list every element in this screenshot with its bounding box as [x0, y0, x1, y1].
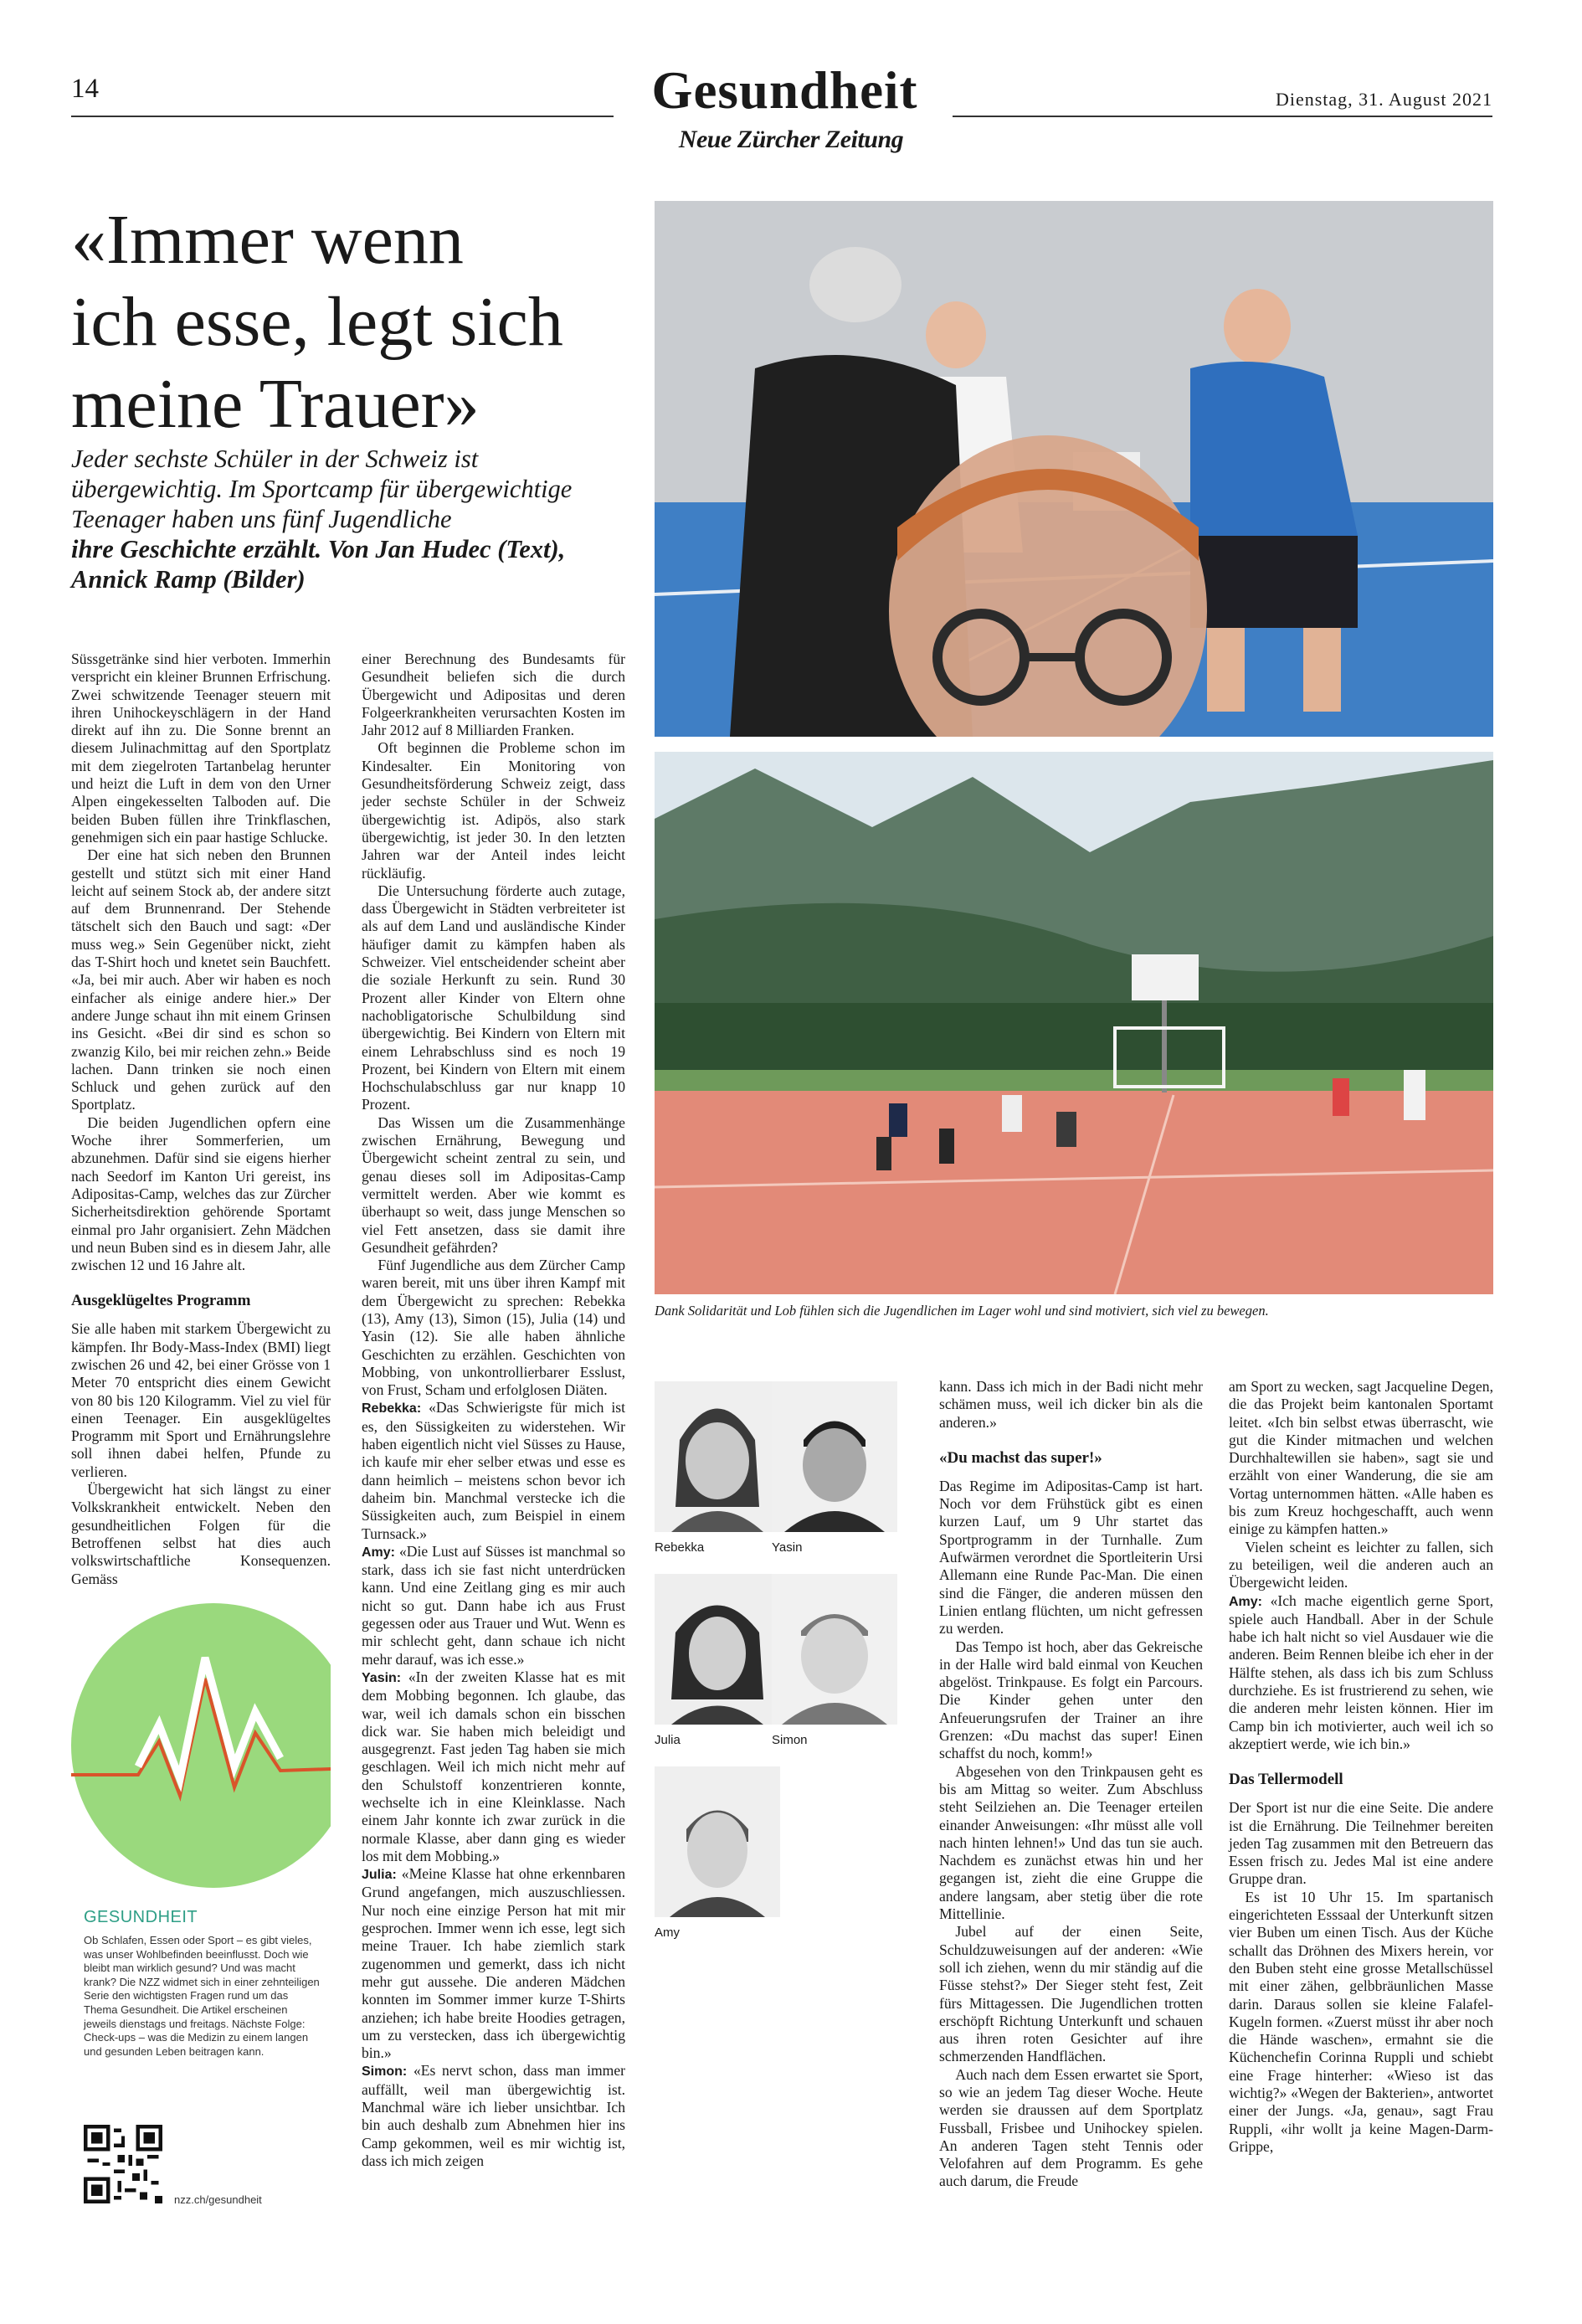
gym-scene [655, 201, 1493, 737]
portrait-simon [772, 1574, 897, 1725]
article-column-4 [939, 1378, 1203, 2191]
paragraph: Der eine hat sich neben den Brunnen gestellt und stützt sich mit einer Hand leicht auf seinem Stock ab, der andere sitzt auf dem Brunnenrand. Der Stehende tätschelt sich den Bauch und sagt: «Der muss weg.» Sein Gegenüber nickt, zieht das T-Shirt hoch und knetet sein Bauchfett. «Ja, bei mir auch. Aber wir haben es noch einfacher als einige andere hier.» Der andere Junge schaut ihn mit einem Grinsen ins Gesicht. «Bei dir sind es schon so zwanzig Kilo, bei mir reichen zehn.» Beide lachen. Dann trinken sie noch einen Schluck und gehen zurück auf den Sportplatz. [71, 846, 331, 1113]
paragraph: Jubel auf der einen Seite, Schuldzuweisungen auf der anderen: «Wie soll ich ziehen, wenn du mir ständig auf die Füsse stehst?» Der Sieger steht fest, Zeit fürs Mittagessen. Die Jugendlichen trotten erschöpft Richtung Unterkunft und schauen aus ihren roten Gesichter auf ihre schmerzenden Handflächen. [939, 1923, 1203, 2065]
quote-amy [1229, 1592, 1493, 1754]
article-column-5 [1229, 1378, 1493, 2156]
paragraph: Das Wissen um die Zusammenhänge zwischen Ernährung, Bewegung und Übergewicht scheint zentral zu sein, und genau dieses soll im Adipositas-Camp vermittelt werden. Aber wie kommt es überhaupt so weit, dass junge Menschen so viel Fett ansetzen, dass sie damit ihre Gesundheit gefährden? [362, 1113, 625, 1256]
speaker-label: Amy: [1229, 1594, 1263, 1609]
headline-line-3: meine Trauer» [71, 365, 480, 443]
paragraph: Süssgetränke sind hier verboten. Immerhin verspricht ein kleiner Brunnen Erfrischung. Zwei schwitzende Teenager steuern mit ihren Unihockeyschlägern in der Hand direkt auf ihn zu. Die Sonne brennt an diesem Julinachmittag auf den Sportplatz mit dem ziegelroten Tartanbelag herunter und heizt die Luft in dem von den Urner Alpen eingekesselten Talboden auf. Die beiden Buben füllen ihre Trinkflaschen, genehmigen sich ein paar hastige Schlucke. [71, 650, 331, 846]
quote-text: «Es nervt schon, dass man immer auffällt, weil man übergewichtig ist. Manchmal wäre ich lieber unsichtbar. Ich bin auch deshalb zum Abnehmen hier ins Camp gekommen, weil es mir wichtig ist, dass ich mich zeigen [362, 2062, 625, 2169]
quote-text: «Meine Klasse hat ohne erkennbaren Grund angefangen, mich auszuschliessen. Nur noch eine einzige Person hat mit mir gesprochen. Immer wenn ich esse, legt sich meine Trauer. Ich habe ziemlich stark zugenommen und gemerkt, dass ich nicht mehr gut aussehe. Die anderen Mädchen konnten im Sommer immer kurze T-Shirts anziehen; ich habe breite Hoodies getragen, um zu verstecken, dass ich übergewichtig bin.» [362, 1865, 625, 2062]
paragraph: einer Berechnung des Bundesamts für Gesundheit beliefen sich die durch Übergewicht und Adipositas und deren Folgeerkrankheiten verursachten Kosten im Jahr 2012 auf 8 Milliarden Franken. [362, 650, 625, 739]
sportplatz-scene [655, 752, 1493, 1294]
newspaper-logo: Neue Zürcher Zeitung [678, 126, 904, 153]
quote-text: «Das Schwierigste für mich ist es, den Süssigkeiten zu widerstehen. Wir haben eigentlich nicht viel Süsses zu Hause, ich kaufe mir eher selber etwas und esse es dann heimlich – meistens schon bevor ich daheim bin. Manchmal verstecke ich die Süssigkeiten auch, zum Beispiel in einem Turnsack.» [362, 1399, 625, 1542]
speaker-label: Julia: [362, 1868, 397, 1883]
lead-text [71, 444, 649, 594]
quote-rebekka [362, 1399, 625, 1542]
portrait-label-yasin: Yasin [772, 1540, 803, 1555]
photo-sportplatz [655, 752, 1493, 1294]
lead-line-5: Annick Ramp (Bilder) [71, 565, 306, 594]
quote-yasin [362, 1668, 625, 1865]
subheading: Ausgeklügeltes Programm [71, 1292, 251, 1310]
paragraph: Das Regime im Adipositas-Camp ist hart. Noch vor dem Frühstück gibt es einen kurzen Lauf, um 9 Uhr startet das Sportprogramm in der Turnhalle. Zum Aufwärmen verordnet die Sportleiterin Ursi Allemann eine Runde Pac-Man. Die einen sind die Fänger, die anderen müssen den Linien entlang flüchten, um nicht gefressen zu werden. [939, 1477, 1203, 1638]
paragraph: kann. Dass ich mich in der Badi nicht mehr schämen muss, weil ich dicker bin als die anderen.» [939, 1378, 1203, 1431]
paragraph: am Sport zu wecken, sagt Jacqueline Degen, die das Projekt beim kantonalen Sportamt leitet. «Ich bin selbst etwas überrascht, wie gut die Kinder mitmachen und welchen Durchhaltewillen sie haben», sagt sie und erzählt von einer Wanderung, die sie am Vortag unternommen hätten. «Alle haben es bis zum Kreuz hochgeschafft, auch wenn einige zu kämpfen hatten.» [1229, 1378, 1493, 1538]
quote-text: «Ich mache eigentlich gerne Sport, spiele auch Handball. Aber in der Schule habe ich halt nicht so viel Ausdauer wie die anderen. Beim Rennen bleibe ich eher in der Hälfte stehen, als dass ich bis zum Schluss durchziehe. Es ist frustrierend zu sehen, wie die anderen mehr leisten können. Hier im Camp bin ich motivierter, auch weil ich so akzeptiert werde, wie ich bin.» [1229, 1591, 1493, 1752]
heartbeat-icon [71, 1553, 331, 1905]
paragraph: Sie alle haben mit starkem Übergewicht zu kämpfen. Ihr Body-Mass-Index (BMI) liegt zwischen 26 und 42, bei einer Grösse von 1 Meter 70 entspricht dies einem Gewicht von 80 bis 120 Kilogramm. Viel zu viel für einen Teenager. Ein ausgeklügeltes Programm mit Sport und Ernährungslehre soll ihnen dabei helfen, Pfunde zu verlieren. [71, 1320, 331, 1480]
lead-line-2: übergewichtig. Im Sportcamp für übergewichtige [71, 475, 573, 503]
series-graphic [71, 1553, 331, 1905]
series-text: Ob Schlafen, Essen oder Sport – es gibt vieles, was unser Wohlbefinden beeinflusst. Doch wie bleibt man wirklich gesund? Und was macht krank? Die NZZ widmet sich in einer zehnteiligen Serie den wichtigsten Fragen rund um das Thema Gesundheit. Die Artikel erscheinen jeweils dienstags und freitags. Nächste Folge: Check-ups – was die Medizin zu einem langen und gesunden Leben beitragen kann. [84, 1934, 320, 2058]
lead-line-4: ihre Geschichte erzählt. Von Jan Hudec (Text), [71, 535, 566, 563]
paragraph: Oft beginnen die Probleme schon im Kindesalter. Ein Monitoring von Gesundheitsförderung Schweiz zeigt, dass jeder sechste Schüler in der Schweiz übergewichtig ist. Adipös, also stark übergewichtig, ist jeder 30. In den letzten Jahren war der Anteil indes leicht rückläufig. [362, 739, 625, 882]
paragraph: Vielen scheint es leichter zu fallen, sich zu beteiligen, weil die anderen auch an Übergewicht leiden. [1229, 1538, 1493, 1591]
headline [71, 199, 649, 445]
paragraph: Übergewicht hat sich längst zu einer Volkskrankheit entwickelt. Neben den gesundheitlichen Folgen für die Betroffenen selbst hat dies auch volkswirtschaftliche Konsequenzen. Gemäss [71, 1481, 331, 1587]
series-title: GESUNDHEIT [84, 1908, 198, 1926]
paragraph: Die Untersuchung förderte auch zutage, dass Übergewicht in Städten verbreiteter ist als auf dem Land und ausländische Kinder häufiger damit zu kämpfen haben als Schweizer. Viel entscheidender scheint aber die soziale Herkunft zu sein. Rund 30 Prozent aller Kinder von Eltern ohne nachobligatorische Schulbildung sind übergewichtig. Bei Kindern von Eltern mit einem Lehrabschluss sind es noch 19 Prozent, bei Kindern von Eltern mit einem Hochschulabschluss gar nur knapp 10 Prozent. [362, 882, 625, 1113]
lead-line-3: Teenager haben uns fünf Jugendliche [71, 505, 452, 533]
paragraph: Fünf Jugendliche aus dem Zürcher Camp waren bereit, mit uns über ihren Kampf mit dem Übergewicht zu sprechen: Rebekka (13), Amy (13), Simon (15), Julia (14) und Yasin (12). Sie alle haben ähnliche Geschichten zu erzählen. Geschichten von Mobbing, von unkontrollierbarer Esslust, von Frust, Scham und erfolglosen Diäten. [362, 1257, 625, 1399]
quote-simon [362, 2062, 625, 2170]
portrait-photo [655, 1381, 780, 1532]
headline-line-1: «Immer wenn [71, 201, 464, 279]
paragraph: Das Tempo ist hoch, aber das Gekreische in der Halle wird bald einmal von Keuchen abgelöst. Trinkpause. Es folgt ein Parcours. Die Kinder gehen unter den Anfeuerungsrufen der Trainer an ihre Grenzen: «Du machst das super! Einen schaffst du noch, komm!» [939, 1638, 1203, 1762]
portrait-photo [772, 1574, 897, 1725]
quote-julia [362, 1865, 625, 2062]
quote-amy [362, 1543, 625, 1668]
paragraph: Es ist 10 Uhr 15. Im spartanisch eingerichteten Esssaal der Unterkunft sitzen vier Buben um einen Tisch. Aus der Küche schallt das Dröhnen des Mixers herein, vor den Buben steht eine grosse Metallschüssel mit einer zähen, gelbbräunlichen Masse darin. Daraus sollen sie kleine Falafel-Kugeln formen. «Zuerst müsst ihr aber noch die Hände waschen», ermahnt sie die Küchenchefin Corinna Ruppli und schiebt eine Frage hinterher: «Wieso ist das wichtig?» «Wegen der Bakterien», antwortet einer der Jungs. «Ja, genau», sagt Frau Ruppli, «ihr wollt ja keine Magen-Darm-Grippe, [1229, 1888, 1493, 2155]
portrait-label-rebekka: Rebekka [655, 1540, 705, 1555]
header-rule-right [953, 116, 1492, 117]
subheading: Das Tellermodell [1229, 1771, 1343, 1789]
portrait-rebekka [655, 1381, 780, 1532]
article-column-1 [71, 650, 331, 1588]
portrait-julia [655, 1574, 780, 1725]
page-number: 14 [71, 74, 99, 104]
portrait-amy [655, 1766, 780, 1917]
lead-line-1: Jeder sechste Schüler in der Schweiz ist [71, 445, 479, 473]
paragraph: Auch nach dem Essen erwartet sie Sport, so wie an jedem Tag dieser Woche. Heute werden sie draussen auf dem Sportplatz Fussball, Frisbee und Unihockey spielen. An anderen Tagen steht Tennis oder Velofahren auf dem Programm. Es gehe auch darum, die Freude [939, 2065, 1203, 2190]
subheading: «Du machst das super!» [939, 1448, 1102, 1467]
qr-code-icon [84, 2125, 162, 2203]
photo-caption: Dank Solidarität und Lob fühlen sich die Jugendlichen im Lager wohl und sind motiviert, sich viel zu bewegen. [655, 1303, 1269, 1319]
paragraph: Die beiden Jugendlichen opfern eine Woche ihrer Sommerferien, um abzunehmen. Dafür sind sie eigens hierher nach Seedorf im Kanton Uri gereist, ins Adipositas-Camp, welches das zur Zürcher Sicherheitsdirektion gehörende Sportamt einmal pro Jahr organisiert. Zehn Mädchen und neun Buben sind es in diesem Jahr, alle zwischen 12 und 16 Jahre alt. [71, 1113, 331, 1274]
headline-line-2: ich esse, legt sich [71, 283, 563, 361]
portrait-photo [772, 1381, 897, 1532]
paragraph: Abgesehen von den Trinkpausen geht es bis am Mittag so weiter. Zum Abschluss steht Seilziehen an. Die Teenager erteilen einander Anweisungen: «Ihr müsst alle voll nach hinten lehnen!» Und das tun sie auch. Nachdem es zunächst etwas hin und her gegangen ist, zieht die eine Gruppe die andere langsam, aber stetig über die rote Mittellinie. [939, 1762, 1203, 1923]
portrait-label-julia: Julia [655, 1733, 681, 1747]
section-title: Gesundheit [651, 61, 918, 120]
portrait-label-simon: Simon [772, 1733, 808, 1747]
quote-text: «In der zweiten Klasse hat es mit dem Mobbing begonnen. Ich glaube, das war, weil ich damals schon ein bisschen dick war. Sie haben mich beleidigt und ausgegrenzt. Fast jeden Tag haben sie mich geschlagen. Weil ich mich nicht mehr auf den Schulstoff konzentrieren konnte, wechselte ich in eine Kleinklasse. Nach einem Jahr konnte ich zwar zurück in die normale Klasse, aber dann ging es wieder los mit dem Mobbing.» [362, 1668, 626, 1864]
portrait-photo [655, 1574, 780, 1725]
quote-text: «Die Lust auf Süsses ist manchmal so stark, dass ich sie fast nicht unterdrücken kann. Und eine Zeitlang ging es mir auch nicht so gut. Dann habe ich aus Frust gegessen oder aus Trauer und Wut. Wenn es mir schlecht geht, dann schaue ich nicht mehr darauf, was ich esse.» [362, 1542, 625, 1668]
photo-gym [655, 201, 1493, 737]
speaker-label: Simon: [362, 2064, 408, 2080]
portrait-label-amy: Amy [655, 1926, 680, 1940]
paragraph: Der Sport ist nur die eine Seite. Die andere ist die Ernährung. Die Teilnehmer bereiten jeden Tag zusammen mit den Betreuern das Essen frisch zu. Jedes Mal ist eine andere Gruppe dran. [1229, 1799, 1493, 1888]
article-column-2 [362, 650, 625, 2170]
portrait-yasin [772, 1381, 897, 1532]
speaker-label: Yasin: [362, 1670, 402, 1685]
qr-code[interactable] [84, 2125, 162, 2203]
speaker-label: Amy: [362, 1545, 396, 1560]
issue-date: Dienstag, 31. August 2021 [1275, 89, 1492, 110]
speaker-label: Rebekka: [362, 1401, 422, 1417]
series-link[interactable]: nzz.ch/gesundheit [174, 2193, 262, 2206]
header-rule-left [71, 116, 614, 117]
portrait-photo [655, 1766, 780, 1917]
